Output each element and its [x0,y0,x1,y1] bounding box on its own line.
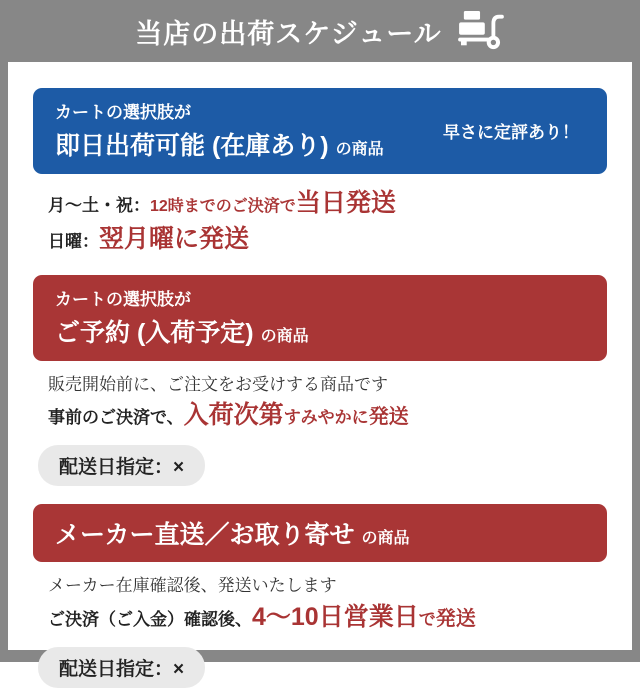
schedule-row [48,187,607,220]
schedule-tail: 発送 [435,607,476,630]
schedule-condition: 12時までのご決済で [150,198,296,215]
delivery-date-badge: 配送日指定：× [38,445,205,486]
banner-title: ご予約 (入荷予定) [55,319,254,347]
banner-note: 早さに定評あり！ [443,122,579,142]
schedule-highlight: 当日発送 [295,189,396,217]
banner-suffix: の商品 [260,328,309,345]
banner-suffix: の商品 [361,530,410,548]
banner-subtitle: カートの選択肢が [55,103,191,122]
banner-title: メーカー直送／お取り寄せ [55,521,355,550]
banner-direct-from-maker [33,504,607,562]
schedule-row [48,575,607,597]
banner-subtitle: カートの選択肢が [55,290,191,309]
schedule-row [48,601,607,634]
schedule-condition: で [418,609,436,629]
banner-text [55,98,384,162]
schedule-row [48,399,607,432]
schedule-row [48,374,607,396]
direct-from-maker-details [48,575,607,633]
schedule-text: メーカー在庫確認後、発送いたします [48,576,337,596]
banner-title-row [55,126,384,162]
hand-truck-icon [457,11,505,51]
banner-title-row [55,515,585,551]
header [0,0,640,62]
banner-suffix: の商品 [335,141,384,158]
same-day-shipping-details [48,187,607,256]
schedule-condition: すみやかに [283,408,369,428]
schedule-label: 日曜： [48,232,99,251]
page-title: 当店の出荷スケジュール [135,18,442,49]
preorder-details [48,374,607,432]
schedule-text: 販売開始前に、ご注文をお受けする商品です [48,375,388,394]
banner-title: 即日出荷可能 (在庫あり) [55,132,329,160]
schedule-row [48,223,607,256]
banner-title-row [55,313,585,349]
schedule-highlight: 入荷次第 [183,401,284,430]
schedule-highlight: 4～10日営業日 [252,602,419,631]
schedule-label: 月～土・祝： [48,196,150,215]
schedule-tail: 発送 [368,406,409,429]
schedule-highlight: 翌月曜に発送 [99,225,250,253]
banner-same-day-shipping [33,88,607,174]
content [8,62,632,680]
delivery-date-badge: 配送日指定：× [38,647,205,688]
schedule-label: ご決済（ご入金）確認後、 [48,609,252,629]
banner-preorder [33,275,607,361]
schedule-label: 事前のご決済で、 [48,408,184,428]
